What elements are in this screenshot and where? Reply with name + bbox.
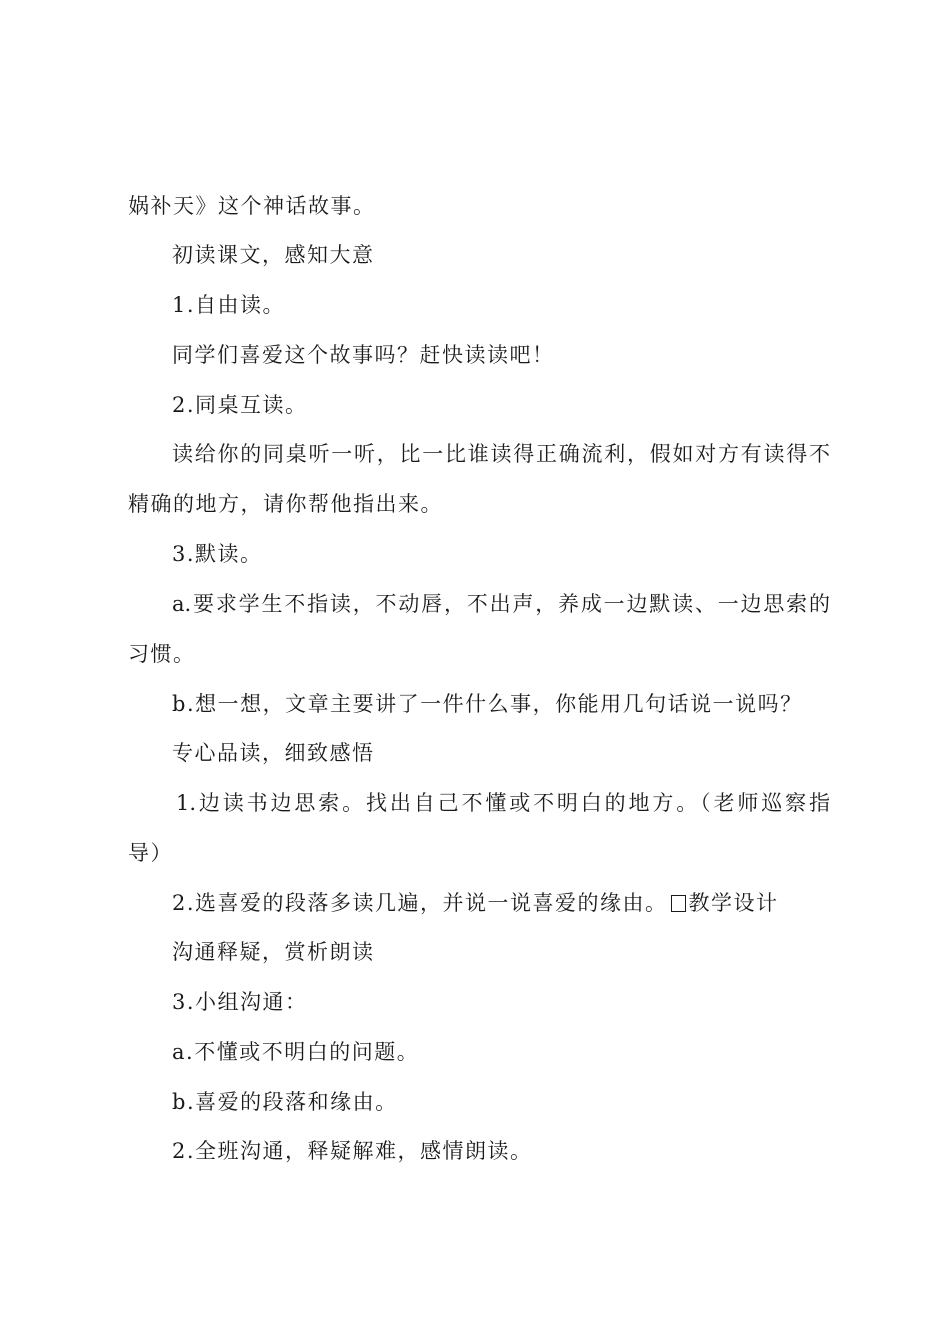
step-free-reading: 1.自由读。: [172, 293, 286, 317]
paragraph-line-continuation: 娲补天》这个神话故事。: [128, 194, 376, 218]
inline-heading: 教学设计: [688, 891, 779, 915]
paragraph-line: 精确的地方，请你帮他指出来。: [128, 492, 443, 516]
section-heading-careful-reading: 专心品读，细致感悟: [172, 741, 375, 765]
section-heading-first-reading: 初读课文，感知大意: [172, 243, 375, 267]
step-group-communication: 3.小组沟通：: [172, 990, 308, 1014]
step-deskmate-reading: 2.同桌互读。: [172, 393, 308, 417]
paragraph-line: b.喜爱的段落和缘由。: [172, 1090, 398, 1114]
paragraph-line-with-heading: [172, 888, 779, 918]
paragraph-line: 读给你的同桌听一听，比一比谁读得正确流利，假如对方有读得不: [172, 442, 830, 466]
paragraph-line: b.想一想，文章主要讲了一件什么事，你能用几句话说一说吗？: [172, 692, 803, 716]
step-class-communication: 2.全班沟通，释疑解难，感情朗读。: [172, 1139, 533, 1163]
section-heading-communication: 沟通释疑，赏析朗读: [172, 940, 375, 964]
paragraph-line: 同学们喜爱这个故事吗？赶快读读吧！: [172, 343, 555, 367]
paragraph-line: 习惯。: [128, 642, 196, 666]
step-silent-reading: 3.默读。: [172, 542, 263, 566]
paragraph-line: a.要求学生不指读，不动唇，不出声，养成一边默读、一边思索的: [172, 592, 830, 616]
paragraph-text: 2.选喜爱的段落多读几遍，并说一说喜爱的缘由。: [172, 891, 668, 915]
paragraph-line: 导）: [128, 841, 173, 865]
paragraph-line: 1.边读书边思索。找出自己不懂或不明白的地方。（老师巡察指: [176, 791, 830, 815]
paragraph-line: a.不懂或不明白的问题。: [172, 1040, 420, 1064]
missing-glyph-box-icon: [671, 895, 686, 912]
